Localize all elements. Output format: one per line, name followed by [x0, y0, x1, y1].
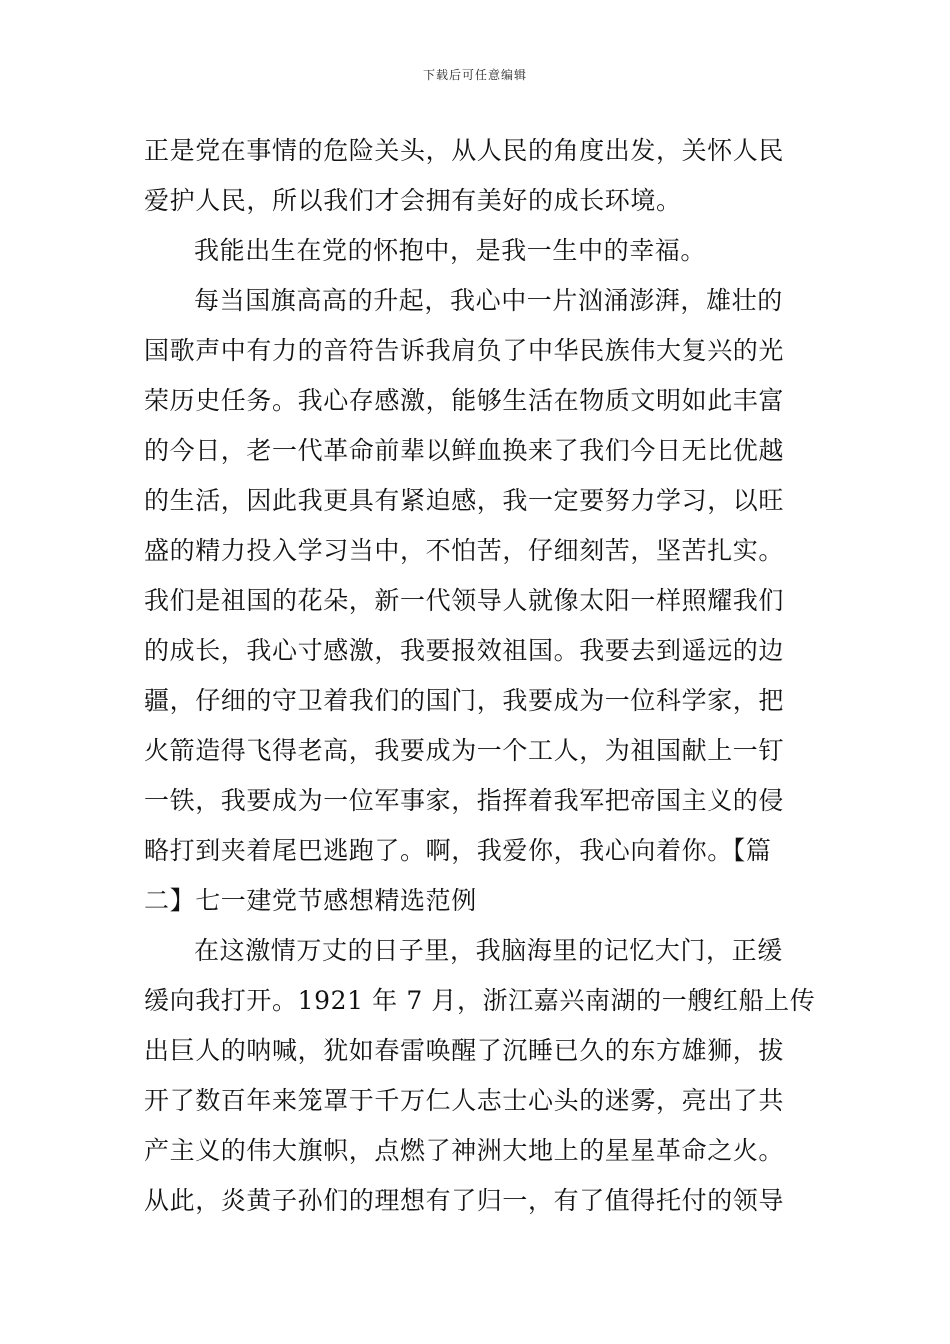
- text-line: 开了数百年来笼罩于千万仁人志士心头的迷雾，亮出了共: [144, 1086, 785, 1115]
- text-line: 盛的精力投入学习当中，不怕苦，仔细刻苦，坚苦扎实。: [144, 536, 785, 565]
- text-line: 的生活，因此我更具有紧迫感，我一定要努力学习，以旺: [144, 486, 785, 515]
- text-line: 产主义的伟大旗帜，点燃了神洲大地上的星星革命之火。: [144, 1136, 785, 1165]
- text-line: 火箭造得飞得老高，我要成为一个工人，为祖国献上一钉: [144, 736, 785, 765]
- text-line: 的今日，老一代革命前辈以鲜血换来了我们今日无比优越: [144, 436, 785, 465]
- text-line: 疆，仔细的守卫着我们的国门，我要成为一位科学家，把: [144, 686, 785, 715]
- page-header: 下载后可任意编辑: [422, 68, 527, 82]
- text-line: 正是党在事情的危险关头，从人民的角度出发，关怀人民: [144, 136, 785, 165]
- text-line: 一铁，我要成为一位军事家，指挥着我军把帝国主义的侵: [144, 786, 785, 815]
- text-line: 缓向我打开。1921 年 7 月，浙江嘉兴南湖的一艘红船上传: [144, 986, 816, 1015]
- text-line: 荣历史任务。我心存感激，能够生活在物质文明如此丰富: [144, 386, 785, 415]
- text-line: 我们是祖国的花朵，新一代领导人就像太阳一样照耀我们: [144, 586, 785, 615]
- text-line: 每当国旗高高的升起，我心中一片汹涌澎湃，雄壮的: [194, 286, 783, 315]
- document-body: [144, 126, 816, 1226]
- text-line: 我能出生在党的怀抱中，是我一生中的幸福。: [194, 236, 707, 265]
- text-line: 略打到夹着尾巴逃跑了。啊，我爱你，我心向着你。【篇: [144, 836, 772, 865]
- text-line: 爱护人民，所以我们才会拥有美好的成长环境。: [144, 186, 682, 215]
- section-title-line: 二】七一建党节感想精选范例: [144, 886, 477, 915]
- text-line: 的成长，我心寸感激，我要报效祖国。我要去到遥远的边: [144, 636, 785, 665]
- text-line: 国歌声中有力的音符告诉我肩负了中华民族伟大复兴的光: [144, 336, 785, 365]
- text-line: 从此，炎黄子孙们的理想有了归一，有了值得托付的领导: [144, 1186, 785, 1215]
- text-line: 在这激情万丈的日子里，我脑海里的记忆大门，正缓: [194, 936, 783, 965]
- text-line: 出巨人的呐喊，犹如春雷唤醒了沉睡已久的东方雄狮，拔: [144, 1036, 785, 1065]
